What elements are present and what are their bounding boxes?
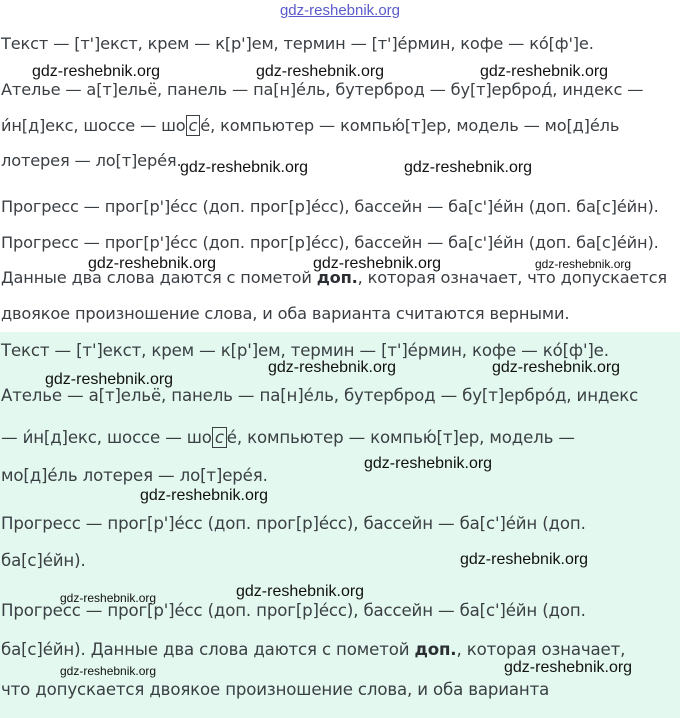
text-line: Ателье — а[т]ельё, панель — па[н]е́ль, бутерброд — бу[т]ербро́д, индекс — [1, 386, 639, 405]
text-line — [1, 640, 625, 659]
text-line: Прогресс — прог[р']е́сс (доп. прог[р]е́сс), бассейн — ба[с']е́йн (доп. — [1, 514, 586, 533]
watermark: gdz-reshebnik.org — [492, 359, 621, 376]
text-line: ба[с]е́йн). — [1, 551, 86, 570]
text-fragment: , которая означает, — [456, 640, 626, 659]
watermark: gdz-reshebnik.org — [535, 257, 632, 271]
watermark: gdz-reshebnik.org — [88, 255, 217, 272]
bold-label: доп. — [316, 268, 358, 287]
watermark: gdz-reshebnik.org — [140, 487, 269, 504]
watermark: gdz-reshebnik.org — [45, 371, 174, 388]
text-fragment: ба[с]е́йн). Данные два слова даются с пометой — [1, 640, 415, 659]
text-line: двоякое произношение слова, и оба варианта считаются верными. — [1, 304, 570, 323]
watermark: gdz-reshebnik.org — [480, 63, 609, 80]
text-line: Прогресс — прог[р']е́сс (доп. прог[р]е́сс), бассейн — ба[с']е́йн (доп. ба[с]е́йн). — [1, 197, 659, 216]
watermark: gdz-reshebnik.org — [60, 664, 157, 678]
text-line: Прогресс — прог[р']е́сс (доп. прог[р]е́сс), бассейн — ба[с']е́йн (доп. — [1, 601, 586, 620]
text-line: мо[д]е́ль лотерея — ло[т]ере́я. — [1, 466, 268, 485]
watermark: gdz-reshebnik.org — [60, 591, 157, 605]
text-line — [1, 428, 575, 447]
text-line: Ателье — а[т]ельё, панель — па[н]е́ль, бутерброд — бу[т]ерброд́, индекс — — [1, 80, 644, 99]
text-line: лотерея — ло[т]ере́я. — [1, 151, 182, 170]
watermark: gdz-reshebnik.org — [460, 551, 589, 568]
text-fragment: , которая означает, что допускается — [357, 268, 667, 287]
watermark: gdz-reshebnik.org — [32, 63, 161, 80]
text-line — [1, 116, 619, 135]
text-fragment: — и́н[д]екс, шоссе — шо — [1, 428, 212, 447]
text-fragment: и́н[д]екс, шоссе — шо — [1, 116, 186, 135]
text-fragment: е́, компьютер — компью́[т]ер, модель — — [226, 428, 575, 447]
bold-label: доп. — [414, 640, 457, 659]
text-line: Текст — [т']екст, крем — к[р']ем, термин — [т']е́рмин, кофе — ко́[ф']е. — [1, 341, 609, 360]
watermark: gdz-reshebnik.org — [256, 63, 385, 80]
watermark: gdz-reshebnik.org — [268, 359, 397, 376]
boxed-letter: с — [212, 427, 227, 448]
boxed-letter: с — [186, 115, 201, 136]
text-fragment: Данные два слова даются с пометой — [1, 268, 317, 287]
text-line: Прогресс — прог[р']е́сс (доп. прог[р]е́сс), бассейн — ба[с']е́йн (доп. ба[с]е́йн). — [1, 233, 659, 252]
watermark: gdz-reshebnik.org — [404, 159, 533, 176]
watermark: gdz-reshebnik.org — [180, 159, 309, 176]
watermark: gdz-reshebnik.org — [364, 455, 493, 472]
header-watermark-link[interactable]: gdz-reshebnik.org — [279, 2, 401, 19]
text-fragment: е́, компьютер — компью́[т]ер, модель — мо[д]е́ль — [200, 116, 620, 135]
watermark: gdz-reshebnik.org — [504, 659, 633, 676]
watermark: gdz-reshebnik.org — [236, 583, 365, 600]
watermark: gdz-reshebnik.org — [313, 255, 442, 272]
text-line: Текст — [т']екст, крем — к[р']ем, термин — [т']е́рмин, кофе — ко́[ф']е. — [1, 34, 594, 53]
text-line: что допускается двоякое произношение слова, и оба варианта — [1, 680, 550, 699]
